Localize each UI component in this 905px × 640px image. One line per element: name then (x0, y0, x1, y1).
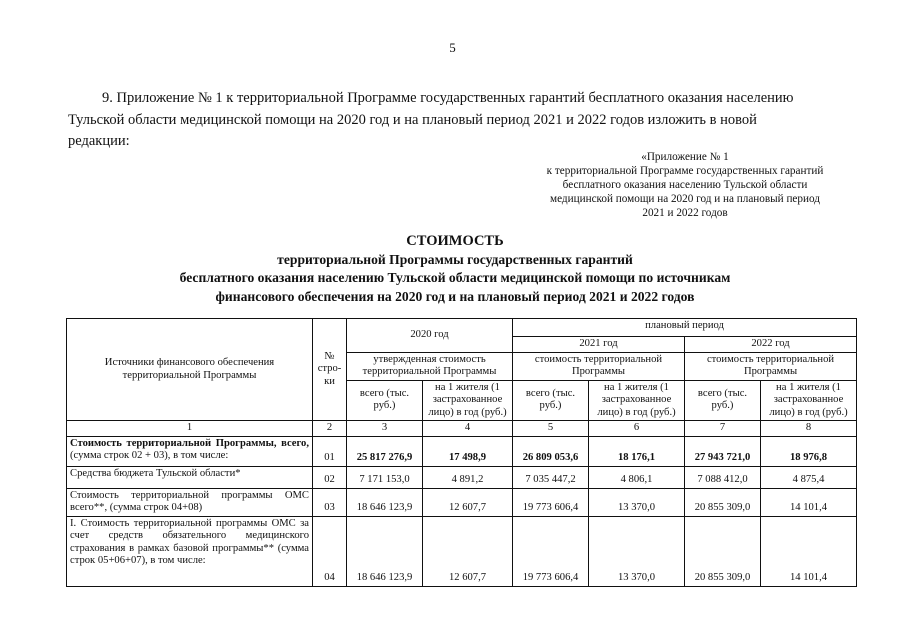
title-line-2: территориальной Программы государственных гарантий (277, 251, 633, 267)
table-row (67, 436, 857, 466)
row-number: 01 (313, 436, 347, 466)
value-per-resident-2020: 4 891,2 (423, 466, 513, 488)
column-number: 6 (589, 421, 685, 437)
value-total-2020: 7 171 153,0 (347, 466, 423, 488)
header-year-2021: 2021 год (513, 337, 685, 353)
value-per-resident-2020: 17 498,9 (423, 436, 513, 466)
column-number: 2 (313, 421, 347, 437)
value-total-2021: 19 773 606,4 (513, 488, 589, 516)
value-total-2021: 19 773 606,4 (513, 516, 589, 586)
value-total-2020: 18 646 123,9 (347, 516, 423, 586)
column-number: 4 (423, 421, 513, 437)
column-number: 1 (67, 421, 313, 437)
row-label: Стоимость территориальной программы ОМС всего**, (сумма строк 04+08) (67, 488, 313, 516)
column-number-row (67, 421, 857, 437)
header-planned-period: плановый период (513, 319, 857, 337)
header-total-2022: всего (тыс. руб.) (685, 380, 761, 421)
value-total-2020: 25 817 276,9 (347, 436, 423, 466)
paragraph-line-3: редакции: (68, 133, 130, 149)
value-per-resident-2022: 4 875,4 (761, 466, 857, 488)
value-total-2022: 7 088 412,0 (685, 466, 761, 488)
value-per-resident-2021: 4 806,1 (589, 466, 685, 488)
value-per-resident-2020: 12 607,7 (423, 488, 513, 516)
header-total-2020: всего (тыс. руб.) (347, 380, 423, 421)
value-per-resident-2022: 14 101,4 (761, 516, 857, 586)
row-label-bold: Стоимость территориальной Программы, всего, (70, 437, 309, 449)
table-row (67, 488, 857, 516)
document-title (60, 232, 850, 306)
header-total-2021: всего (тыс. руб.) (513, 380, 589, 421)
header-per-resident-2020: на 1 жителя (1 застрахованное лицо) в год (руб.) (423, 380, 513, 421)
value-total-2020: 18 646 123,9 (347, 488, 423, 516)
header-program-cost-2021: стоимость территориальной Программы (513, 352, 685, 380)
value-total-2021: 7 035 447,2 (513, 466, 589, 488)
value-total-2022: 20 855 309,0 (685, 516, 761, 586)
row-label-rest: (сумма строк 02 + 03), в том числе: (70, 450, 229, 461)
appendix-heading (520, 150, 850, 220)
row-label (67, 436, 313, 466)
cost-table (66, 318, 857, 587)
header-source: Источники финансового обеспечения территориальной Программы (67, 319, 313, 421)
header-year-2022: 2022 год (685, 337, 857, 353)
paragraph-line-2: Тульской области медицинской помощи на 2020 год и на плановый период 2021 и 2022 годов изложить в новой (68, 111, 757, 128)
header-per-resident-2021: на 1 жителя (1 застрахованное лицо) в год (руб.) (589, 380, 685, 421)
header-per-resident-2022: на 1 жителя (1 застрахованное лицо) в год (руб.) (761, 380, 857, 421)
value-total-2021: 26 809 053,6 (513, 436, 589, 466)
value-per-resident-2020: 12 607,7 (423, 516, 513, 586)
column-number: 5 (513, 421, 589, 437)
header-year-2020: 2020 год (347, 319, 513, 353)
header-approved-cost: утвержденная стоимость территориальной Программы (347, 352, 513, 380)
column-number: 3 (347, 421, 423, 437)
value-per-resident-2022: 14 101,4 (761, 488, 857, 516)
amendment-paragraph (68, 88, 843, 153)
header-row-number: № стро-ки (313, 319, 347, 421)
value-per-resident-2021: 13 370,0 (589, 488, 685, 516)
column-number: 8 (761, 421, 857, 437)
title-line-1: СТОИМОСТЬ (406, 233, 504, 249)
row-label: I. Стоимость территориальной программы ОМС за счет средств обязательного медицинского страхования в рамках базовой программы** (сумма строк 05+06+07), в том числе: (67, 516, 313, 586)
paragraph-line-1: 9. Приложение № 1 к территориальной Программе государственных гарантий бесплатного оказания населению (102, 90, 794, 106)
appendix-line-3: бесплатного оказания населению Тульской области (562, 179, 808, 191)
row-label: Средства бюджета Тульской области* (67, 466, 313, 488)
appendix-line-4: медицинской помощи на 2020 год и на плановый период (550, 193, 820, 205)
title-line-3: бесплатного оказания населению Тульской области медицинской помощи по источникам (179, 270, 731, 285)
value-total-2022: 27 943 721,0 (685, 436, 761, 466)
value-total-2022: 20 855 309,0 (685, 488, 761, 516)
row-number: 02 (313, 466, 347, 488)
column-number: 7 (685, 421, 761, 437)
header-program-cost-2022: стоимость территориальной Программы (685, 352, 857, 380)
value-per-resident-2021: 13 370,0 (589, 516, 685, 586)
value-per-resident-2022: 18 976,8 (761, 436, 857, 466)
appendix-line-1: «Приложение № 1 (641, 151, 729, 163)
row-number: 03 (313, 488, 347, 516)
value-per-resident-2021: 18 176,1 (589, 436, 685, 466)
page-number: 5 (449, 40, 456, 55)
table-row (67, 516, 857, 586)
table-row (67, 466, 857, 488)
title-line-4: финансового обеспечения на 2020 год и на плановый период 2021 и 2022 годов (215, 288, 695, 304)
appendix-line-2: к территориальной Программе государственных гарантий (546, 165, 824, 177)
row-number: 04 (313, 516, 347, 586)
appendix-line-5: 2021 и 2022 годов (642, 207, 728, 219)
